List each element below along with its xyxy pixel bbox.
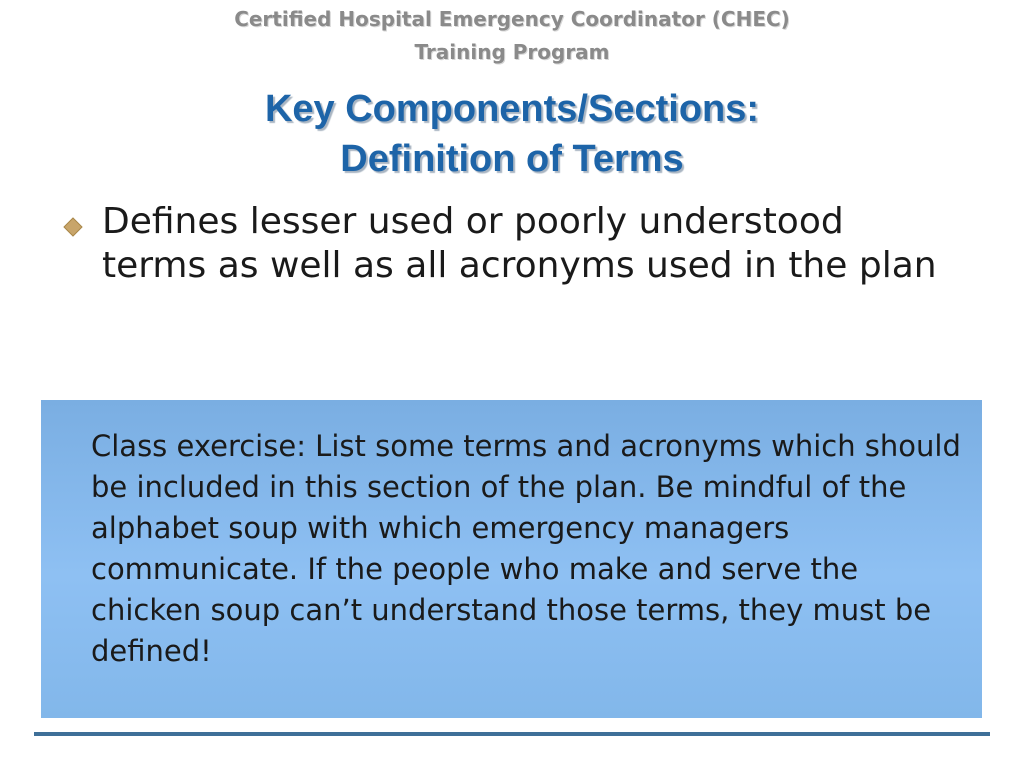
bullet-text: Defines lesser used or poorly understood terms as well as all acronyms used in the plan <box>102 201 937 286</box>
class-exercise-text: Class exercise: List some terms and acronyms which should be included in this section of the plan. Be mindful of the alphabet soup with which emergency managers communicate. If the people who make and serve the chicken soup can’t understand those terms, they must be defined! <box>91 429 961 668</box>
program-header-line1: Certified Hospital Emergency Coordinator (CHEC) <box>234 7 790 31</box>
class-exercise-box <box>41 400 982 718</box>
diamond-bullet-icon <box>62 216 84 238</box>
bullet-item <box>62 200 962 288</box>
slide-title-line1: Key Components/Sections: <box>264 88 760 130</box>
slide-title-line2: Definition of Terms <box>340 138 684 180</box>
bottom-divider <box>34 732 990 736</box>
slide-title <box>0 84 1024 184</box>
program-header-line2: Training Program <box>414 40 610 64</box>
